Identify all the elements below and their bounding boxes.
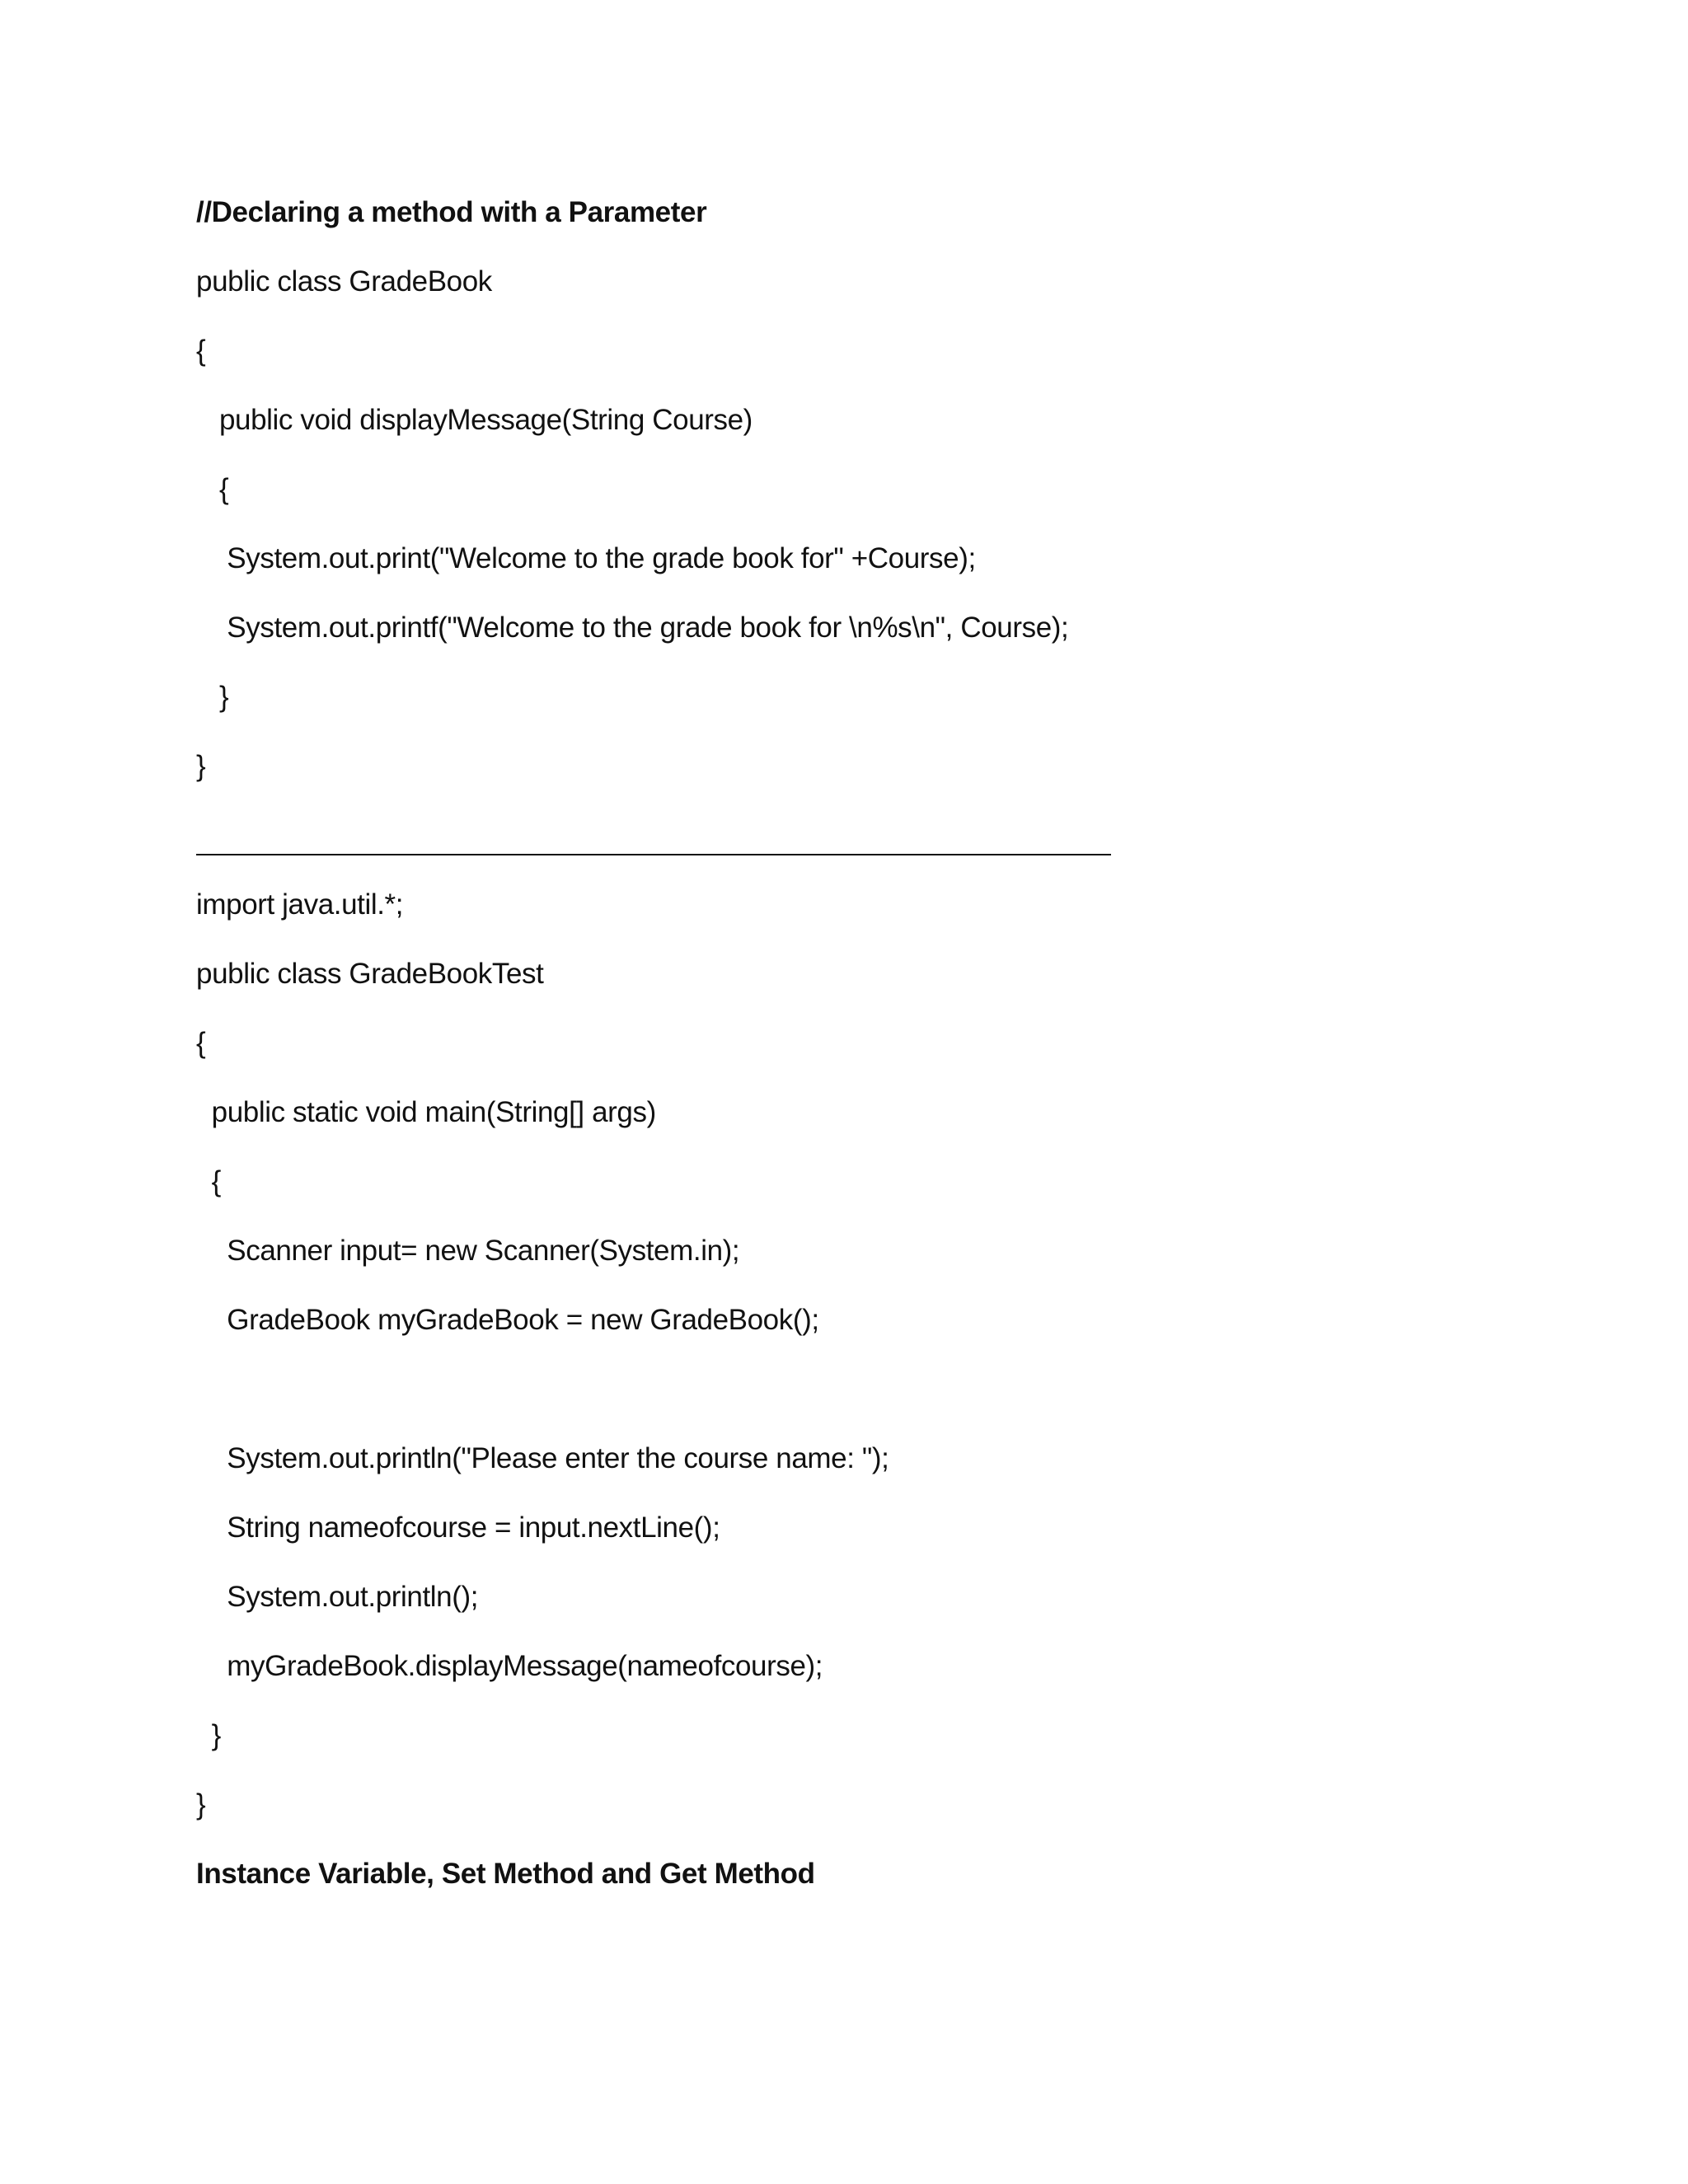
code-line: public class GradeBookTest — [196, 958, 544, 990]
code-line: public static void main(String[] args) — [196, 1096, 656, 1128]
code-line: public class GradeBook — [196, 265, 492, 298]
code-line: } — [196, 1719, 221, 1751]
section-heading-instance-variable: Instance Variable, Set Method and Get Method — [196, 1858, 815, 1890]
code-line: } — [196, 681, 229, 713]
code-line: Scanner input= new Scanner(System.in); — [196, 1235, 740, 1267]
code-line: System.out.println("Please enter the course name: "); — [196, 1442, 889, 1474]
code-line: myGradeBook.displayMessage(nameofcourse); — [196, 1650, 823, 1682]
code-line: GradeBook myGradeBook = new GradeBook(); — [196, 1304, 819, 1336]
code-line: System.out.print("Welcome to the grade book for" +Course); — [196, 542, 976, 574]
code-line: import java.util.*; — [196, 888, 404, 921]
code-line: System.out.printf("Welcome to the grade book for \n%s\n", Course); — [196, 612, 1069, 644]
code-line: { — [196, 1165, 221, 1197]
horizontal-separator-rule — [196, 854, 1111, 855]
code-line: { — [196, 335, 206, 367]
code-line: { — [196, 473, 229, 505]
section-heading-method-with-parameter: //Declaring a method with a Parameter — [196, 196, 707, 228]
code-line: public void displayMessage(String Course) — [196, 404, 753, 436]
code-line: } — [196, 750, 206, 782]
code-line: System.out.println(); — [196, 1581, 479, 1613]
code-line: { — [196, 1027, 206, 1059]
code-line: String nameofcourse = input.nextLine(); — [196, 1511, 720, 1544]
code-line: } — [196, 1788, 206, 1821]
